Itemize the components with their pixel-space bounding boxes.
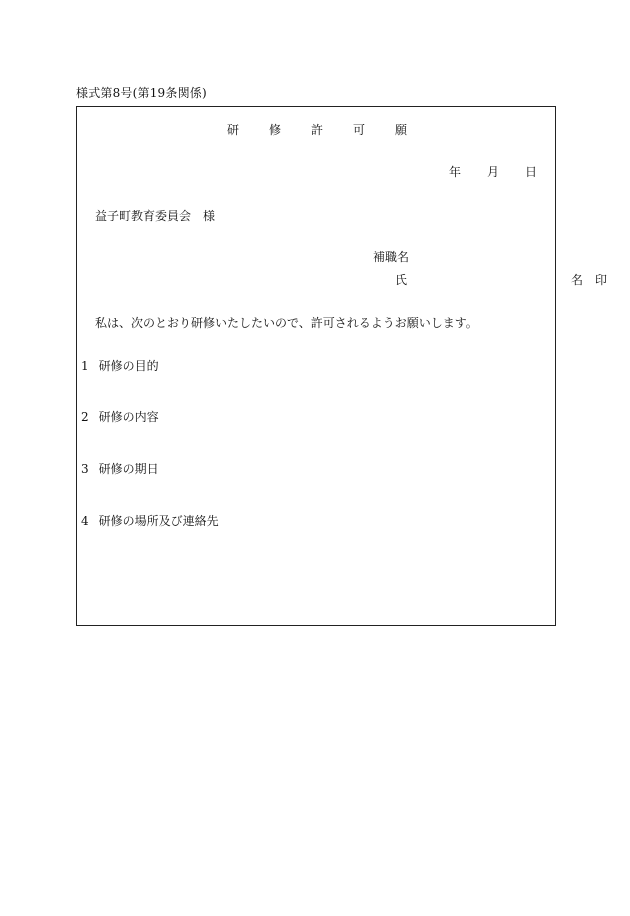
date-line (449, 164, 537, 180)
list-item (81, 358, 159, 374)
item-label: 研修の目的 (98, 359, 159, 373)
title-char: 願 (395, 123, 408, 137)
title-char: 研 (226, 123, 239, 137)
name-label-given: 名 (570, 273, 583, 287)
date-year-label: 年 (448, 165, 461, 179)
title-char: 許 (310, 123, 323, 137)
date-month-label: 月 (486, 165, 499, 179)
item-number: 3 (81, 462, 89, 476)
list-item (81, 513, 219, 529)
item-number: 1 (81, 359, 89, 373)
title-char: 可 (353, 123, 366, 137)
title-char: 修 (268, 123, 281, 137)
item-label: 研修の場所及び連絡先 (98, 514, 219, 528)
item-label: 研修の期日 (98, 462, 159, 476)
list-item (81, 461, 159, 477)
form-title (77, 122, 557, 138)
form-number-label: 様式第8号(第19条関係) (76, 86, 207, 100)
item-number: 4 (81, 514, 89, 528)
name-label-surname: 氏 (395, 273, 408, 287)
item-number: 2 (81, 410, 89, 424)
position-label: 補職名 (373, 250, 410, 264)
application-form-frame (76, 106, 607, 626)
name-line (395, 272, 607, 288)
request-statement: 私は、次のとおり研修いたしたいので、許可されるようお願いします。 (95, 316, 478, 330)
seal-mark: 印 (594, 273, 607, 287)
list-item (81, 409, 159, 425)
date-day-label: 日 (524, 165, 537, 179)
recipient-line: 益子町教育委員会 様 (95, 209, 216, 223)
item-label: 研修の内容 (98, 410, 159, 424)
